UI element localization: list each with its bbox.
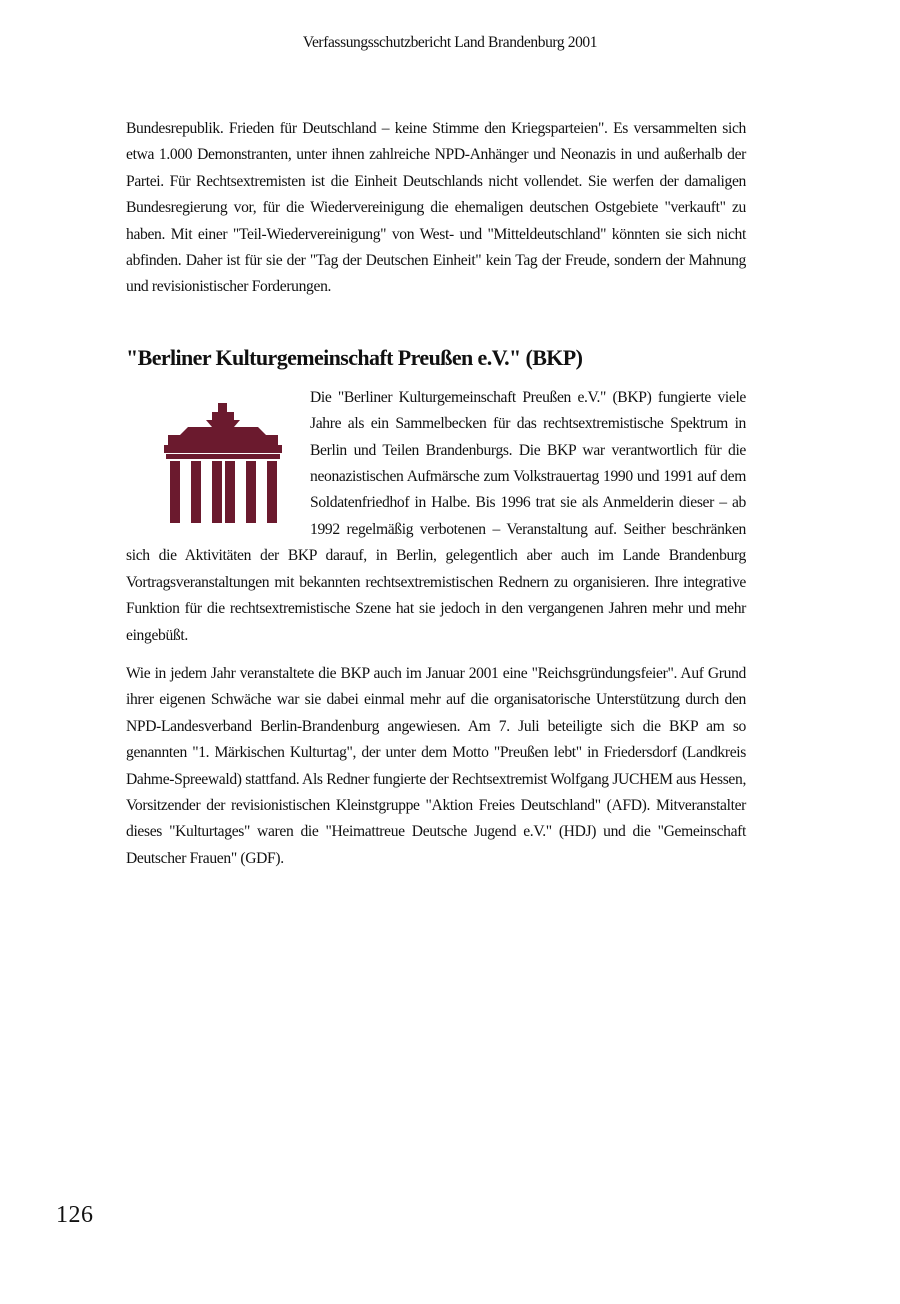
paragraph-bkp: Die "Berliner Kulturgemeinschaft Preußen e.V." (BKP) fungierte viele Jahre als ein Sammelbecken für das rechtsextremistische Spektrum in Berlin und Teilen Brandenburgs. Die BKP war verantwortlich für die neonazistischen Aufmärsche zum Volkstrauertag 1990 und 1991 auf dem Soldatenfriedhof in Halbe. Bis 1996 trat sie als Anmelderin dieser – ab 1992 regelmäßig verbotenen – Veranstaltung auf. Seither beschränken sich die Aktivitäten der BKP darauf, in Berlin, gelegentlich aber auch im Lande Brandenburg Vortragsveranstaltungen mit bekannten rechtsextremistischen Rednern zu organisieren. Ihre integrative Funktion für die rechtsextremistische Szene hat sie jedoch in den vergangenen Jahren mehr und mehr eingebüßt. xyxy=(126,388,746,644)
paragraph-intro: Bundesrepublik. Frieden für Deutschland – keine Stimme den Kriegsparteien". Es versammelten sich etwa 1.000 Demonstranten, unter ihnen zahlreiche NPD-Anhänger und Neonazis in und außerhalb der Partei. Für Rechtsextremisten ist die Einheit Deutschlands nicht vollendet. Sie werfen der damaligen Bundesregierung vor, für die Wiedervereinigung die ehemaligen deutschen Ostgebiete "verkauft" zu haben. Mit einer "Teil-Wiedervereinigung" von West- und "Mitteldeutschland" könnten sie sich nicht abfinden. Daher ist für sie der "Tag der Deutschen Einheit" kein Tag der Freude, sondern der Mahnung und revisionistischer Forderungen. xyxy=(126,120,746,296)
brandenburg-gate-icon xyxy=(148,385,298,535)
document-body xyxy=(126,116,746,872)
page-number: 126 xyxy=(56,1202,94,1228)
section-heading: "Berliner Kulturgemeinschaft Preußen e.V." (BKP) xyxy=(126,344,583,370)
running-header: Verfassungsschutzbericht Land Brandenburg 2001 xyxy=(302,34,598,51)
paragraph-events: Wie in jedem Jahr veranstaltete die BKP auch im Januar 2001 eine "Reichsgründungsfeier". Auf Grund ihrer eigenen Schwäche war sie dabei einmal mehr auf die organisatorische Unterstützung durch den NPD-Landesverband Berlin-Brandenburg angewiesen. Am 7. Juli beteiligte sich die BKP am so genannten "1. Märkischen Kulturtag", der unter dem Motto "Preußen lebt" in Friedersdorf (Landkreis Dahme-Spreewald) stattfand. Als Redner fungierte der Rechtsextremist Wolfgang JUCHEM aus Hessen, Vorsitzender der revisionistischen Kleinstgruppe "Aktion Freies Deutschland" (AFD). Mitveranstalter dieses "Kulturtages" waren die "Heimattreue Deutsche Jugend e.V." (HDJ) und die "Gemeinschaft Deutscher Frauen" (GDF). xyxy=(126,664,746,867)
